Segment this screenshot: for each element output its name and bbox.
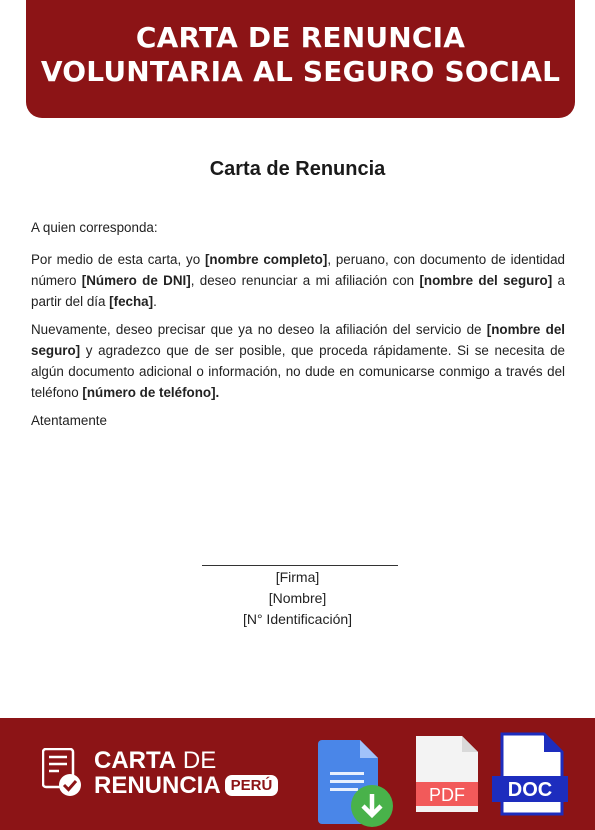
closing-text: Atentamente <box>31 413 107 428</box>
signature-nombre: [Nombre] <box>268 590 327 606</box>
signature-line <box>202 565 398 566</box>
placeholder-field: [nombre del seguro] <box>31 322 565 358</box>
footer-bar <box>0 718 595 830</box>
text-run: . <box>153 294 157 309</box>
text-run: Nuevamente, deseo precisar que ya no deseo la afiliación del servicio de <box>31 322 487 337</box>
brand-word-renuncia: RENUNCIA <box>94 772 221 799</box>
header-banner <box>26 0 575 118</box>
brand-line-2 <box>94 773 278 799</box>
placeholder-field: [fecha] <box>109 294 154 309</box>
brand-word-carta: CARTA <box>94 747 177 774</box>
signature-firma: [Firma] <box>275 569 320 585</box>
document-title: Carta de Renuncia <box>209 158 386 180</box>
brand-line-1 <box>94 748 216 774</box>
text-run: , peruano, con documento de identidad número <box>31 252 565 288</box>
banner-title-line-1: CARTA DE RENUNCIA <box>135 21 466 54</box>
text-run: a partir del día <box>31 273 566 309</box>
google-docs-download-icon[interactable] <box>318 736 396 830</box>
pdf-label: PDF <box>429 785 465 805</box>
brand-word-de: DE <box>176 747 217 774</box>
text-run: Por medio de esta carta, yo <box>31 252 205 267</box>
greeting-text: A quien corresponda: <box>31 220 158 235</box>
paragraph-1 <box>31 249 565 312</box>
placeholder-field: [nombre completo] <box>204 252 328 267</box>
doc-label: DOC <box>507 779 553 801</box>
placeholder-field: [Número de DNI] <box>81 273 191 288</box>
brand-badge-peru: PERÚ <box>225 775 279 796</box>
banner-title-line-2: VOLUNTARIA AL SEGURO SOCIAL <box>40 55 561 88</box>
brand-logo[interactable] <box>42 748 292 808</box>
signature-id: [N° Identificación] <box>242 611 353 627</box>
pdf-file-icon[interactable] <box>414 734 480 814</box>
placeholder-field: [número de teléfono]. <box>82 385 220 400</box>
doc-file-icon[interactable] <box>490 732 570 816</box>
placeholder-field: [nombre del seguro] <box>419 273 553 288</box>
document-check-icon <box>42 748 82 798</box>
paragraph-2 <box>31 319 565 403</box>
text-run: , deseo renunciar a mi afiliación con <box>190 273 420 288</box>
text-run: y agradezco que de ser posible, que proceda rápidamente. Si se necesita de algún documento adicional o información, no dude en comunicarse conmigo a través del teléfono <box>31 343 565 400</box>
